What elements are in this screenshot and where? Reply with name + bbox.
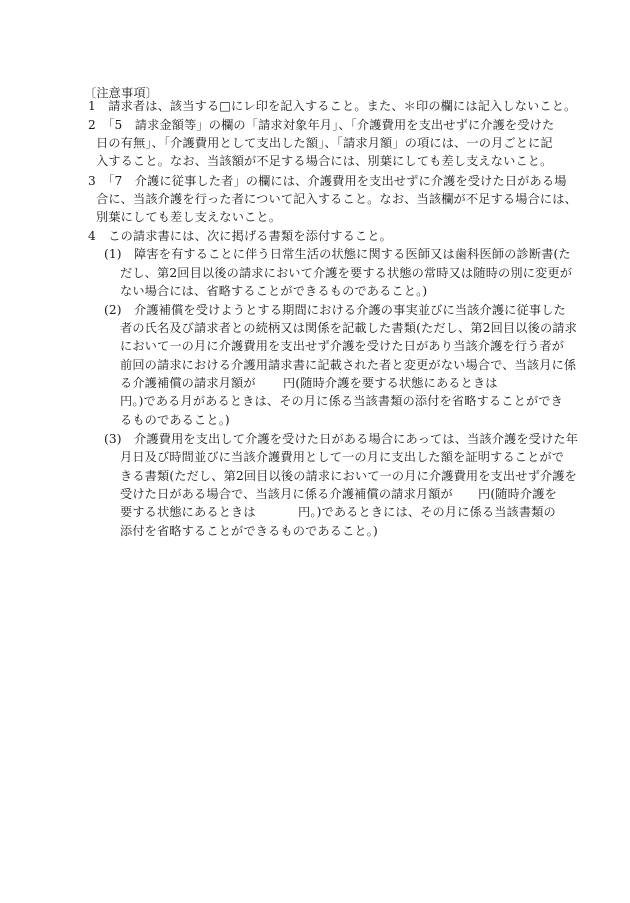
- note-2-line-3: 入すること。なお、当該額が不足する場合には、別葉にしても差し支えないこと。: [96, 154, 553, 168]
- note-4-sub-2-line-4: 前回の請求における介護用請求書に記載された者と変更がない場合で、当該月に係: [120, 358, 577, 372]
- note-3-line-1: 3 「7 介護に従事した者」の欄には、介護費用を支出せずに介護を受けた日がある場: [88, 174, 567, 188]
- note-4-sub-1-line-3: ない場合には、省略することができるものであること。): [120, 284, 428, 298]
- note-4-sub-2-line-6: 円。)である月があるときは、その月に係る当該書類の添付を省略することができ: [120, 394, 563, 408]
- note-4-sub-3-line-2: 月日及び時間並びに当該介護費用として一の月に支出した額を証明することがで: [120, 450, 565, 464]
- note-4-sub-1-line-1: (1) 障害を有することに伴う日常生活の状態に関する医師又は歯科医師の診断書(た: [104, 247, 571, 261]
- note-1-line-1: 1 請求者は、該当する□にレ印を記入すること。また、＊印の欄には記入しないこと。: [88, 99, 577, 113]
- note-4-sub-3-line-5b: 円。)であるときには、その月に係る当該書類の: [298, 505, 556, 519]
- note-4-sub-2-line-5a: る介護補償の請求月額が: [120, 376, 256, 390]
- note-3-line-2: 合に、当該介護を行った者について記入すること。なお、当該欄が不足する場合には、: [96, 192, 577, 206]
- note-4-sub-3-line-4b: 円(随時介護を: [478, 487, 557, 501]
- note-4-sub-2-line-5b: 円(随時介護を要する状態にあるときは: [283, 376, 498, 390]
- note-4-sub-2-line-1: (2) 介護補償を受けようとする期間における介護の事実並びに当該介護に従事した: [104, 303, 566, 317]
- note-4-line-1: 4 この請求書には、次に掲げる書類を添付すること。: [88, 229, 393, 243]
- note-3-line-3: 別葉にしても差し支えないこと。: [96, 210, 282, 224]
- note-4-sub-3-line-6: 添付を省略することができるものであること。): [120, 524, 378, 538]
- note-4-sub-2-line-7: るものであること。): [120, 413, 230, 427]
- note-2-line-2: 日の有無」、「介護費用として支出した額」、「請求月額」の項には、一の月ごとに記: [96, 136, 553, 150]
- note-4-sub-3-line-5a: 要する状態にあるときは: [120, 505, 256, 519]
- note-4-sub-3-line-1: (3) 介護費用を支出して介護を受けた日がある場合にあっては、当該介護を受けた年: [104, 432, 579, 446]
- note-4-sub-3-line-4a: 受けた日がある場合で、当該月に係る介護補償の請求月額が: [120, 487, 453, 501]
- note-2-line-1: 2 「5 請求金額等」の欄の「請求対象年月」、「介護費用を支出せずに介護を受けた: [88, 118, 555, 132]
- note-4-sub-2-line-2: 者の氏名及び請求者との続柄又は関係を記載した書類(ただし、第2回目以後の請求: [120, 321, 577, 335]
- note-4-sub-2-line-3: において一の月に介護費用を支出せず介護を受けた日があり当該介護を行う者が: [120, 339, 565, 353]
- note-4-sub-1-line-2: だし、第2回目以後の請求において介護を要する状態の常時又は随時の別に変更が: [120, 266, 573, 280]
- note-4-sub-3-line-3: きる書類(ただし、第2回目以後の請求において一の月に介護費用を支出せず介護を: [120, 469, 577, 483]
- notes-heading: 〔注意事項〕: [84, 86, 159, 100]
